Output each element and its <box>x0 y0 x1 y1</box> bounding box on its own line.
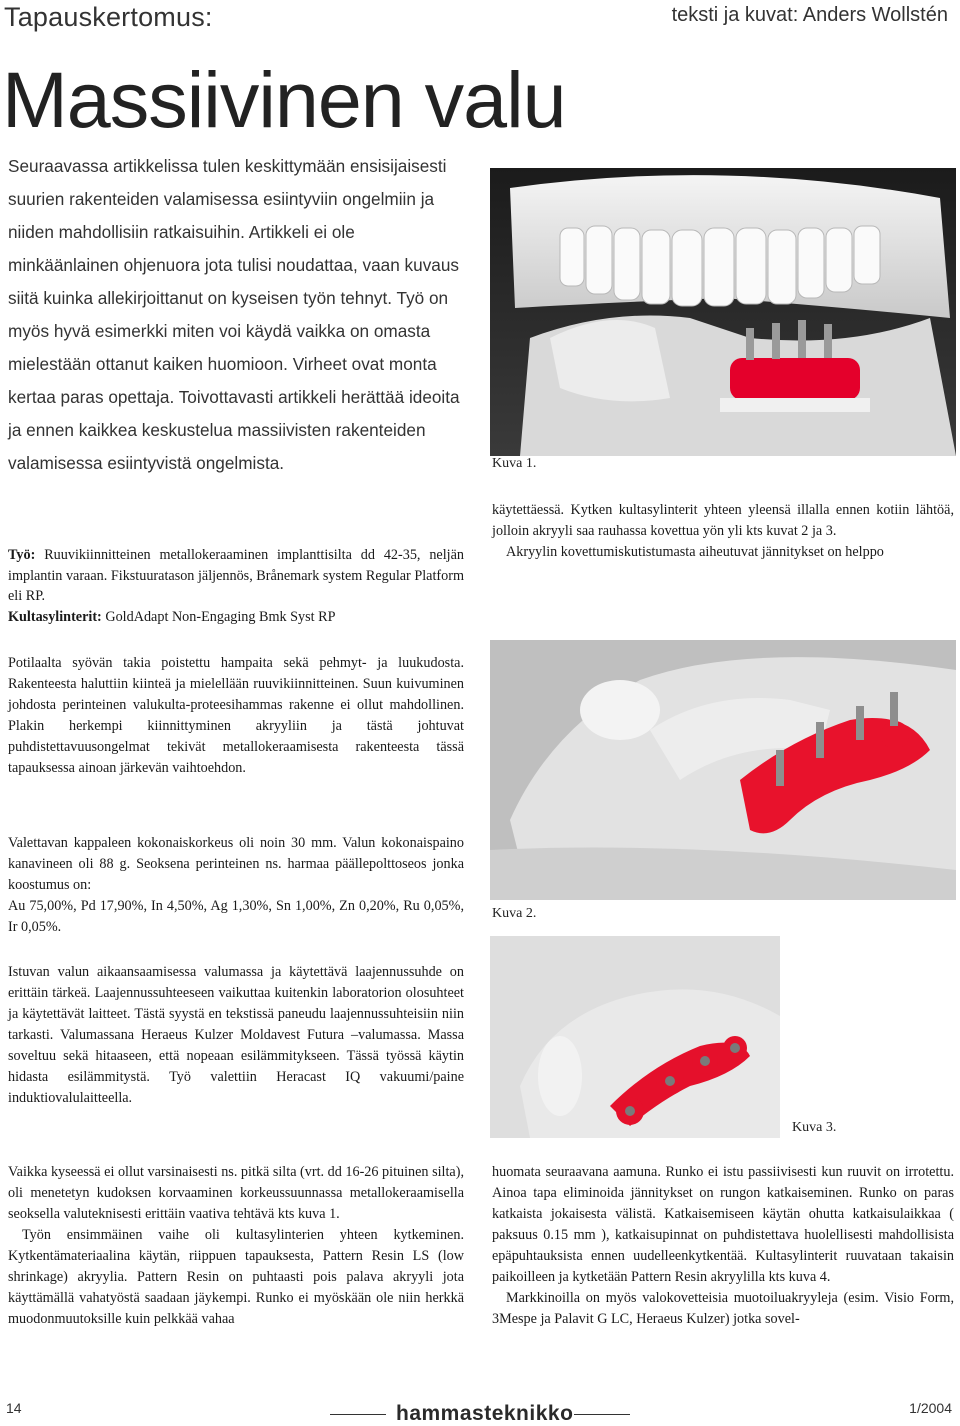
paragraph-2-text: Valettavan kappaleen kokonaiskorkeus oli noin 30 mm. Valun kokonaispaino kanavineen oli 88 g. Seoksena perinteinen ns. harmaa päällepolttoseos jonka koostumus on: <box>8 835 464 893</box>
paragraph-1 <box>8 653 464 779</box>
author-credit: teksti ja kuvat: Anders Wollstén <box>671 4 948 26</box>
photo-kuva-2 <box>490 640 956 900</box>
right-paragraph-4-text: Markkinoilla on myös valokovetteisia muotoiluakryyleja (esim. Visio Form, 3Mespe ja Palavit G LC, Heraeus Kulzer) jotka sovel- <box>492 1290 954 1327</box>
cylinders-text: GoldAdapt Non-Engaging Bmk Syst RP <box>105 608 336 625</box>
page-number: 14 <box>6 1400 22 1416</box>
caption-kuva-3: Kuva 3. <box>792 1120 837 1135</box>
dental-model-photo-3 <box>490 936 780 1138</box>
alloy-composition: Au 75,00%, Pd 17,90%, In 4,50%, Ag 1,30%, Sn 1,00%, Zn 0,20%, Ru 0,05%, Ir 0,05%. <box>8 898 464 935</box>
photo-kuva-3 <box>490 936 780 1138</box>
work-text: Ruuvikiinnitteinen metallokeraaminen implanttisilta dd 42-35, neljän implantin varaan. Fikstuuratason jäljennös, Brånemark system Regular Platform eli RP. <box>8 547 465 604</box>
issue-number: 1/2004 <box>909 1400 952 1416</box>
right-paragraph-2-text: Akryylin kovettumiskutistumasta aiheutuvat jännitykset on helppo <box>506 544 884 560</box>
cylinders-label: Kultasylinterit: <box>8 608 102 625</box>
paragraph-4-text: Vaikka kyseessä ei ollut varsinaisesti ns. pitkä silta (vrt. dd 16-26 pituinen silta), oli menetetyn kudoksen korvaaminen korkeussuunnassa metallokeraamisella seoksella valuteknisesti erittäin vaativa tehtävä kts kuva 1. <box>8 1164 464 1222</box>
paragraph-5-text: Työn ensimmäinen vaihe oli kultasylinterien yhteen kytkeminen. Kytkentämateriaalina käytän, riippuen tapauksesta, Pattern Resin LS (low shrinkage) akryylia. Pattern Resin on puhtaasti pois palava akryyli jota käyttämällä vahatyöstä saadaan jäykempi. Runko ei myöskään ole niin herkkä muodonmuutoksille kuin pelkkää vahaa <box>8 1227 464 1327</box>
paragraph-3 <box>8 962 464 1109</box>
right-paragraph-1 <box>492 500 954 563</box>
paragraph-2 <box>8 833 464 938</box>
paragraph-4 <box>8 1162 464 1330</box>
dental-model-photo-2 <box>490 640 956 900</box>
right-paragraph-3 <box>492 1162 954 1330</box>
caption-kuva-2: Kuva 2. <box>492 906 537 921</box>
right-paragraph-1-text: käytettäessä. Kytken kultasylinterit yhteen yleensä illalla ennen kotiin lähtöä, jolloin akryyli saa rauhassa kovettua yön yli kts kuvat 2 ja 3. <box>492 502 954 539</box>
caption-kuva-1: Kuva 1. <box>492 456 537 471</box>
dental-model-photo-1 <box>490 168 956 456</box>
paragraph-3-text: Istuvan valun aikaansaamisessa valumassa ja käytettävä laajennussuhde on erittäin tärkeä. Laajennussuhteeseen vaikuttaa kuitenkin laboratorion olosuhteet ja käytettävät laitteet. Tästä syystä en tekstissä paneudu laajennussuhteisiin niin tarkasti. Valumassana Heraeus Kulzer Moldavest Futura –valumassa. Massa soveltuu sekä hitaaseen, että nopeaan esilämmitykseen. Tässä työssä käytin hidasta esilämmitystä. Työ valettiin Heracast IQ vakuumi/paine induktiovalulaitteella. <box>8 964 464 1106</box>
photo-kuva-1 <box>490 168 956 456</box>
right-paragraph-3-text: huomata seuraavana aamuna. Runko ei istu passiivisesti kun ruuvit on irrotettu. Ainoa tapa eliminoida jännitykset on rungon katkaiseminen. Runko on paras katkaista jokaisesta välistä. Katkaisemiseen käytän ohutta katkaisulaikkaa ( paksuus 0.15 mm ), katkaisupinnat on puhdistettava huolellisesti mahdollisista epäpuhtauksista ennen uudelleenkytkentää. Kultasylinterit ruuvataan takaisin paikoilleen ja kytketään Pattern Resin akryylilla kts kuva 4. <box>492 1164 954 1285</box>
magazine-logo: hammasteknikko <box>396 1402 574 1425</box>
lead-paragraph: Seuraavassa artikkelissa tulen keskittymään ensisijaisesti suurien rakenteiden valamisessa esiintyviin ongelmiin ja niiden mahdollisiin ratkaisuihin. Artikkeli ei ole minkäänlainen ohjenuora jota tulisi noudattaa, vaan kuvaus siitä kuinka allekirjoittanut on kyseisen työn tehnyt. Työ on myös hyvä esimerkki miten voi käydä vaikka on omasta mielestään ottanut kaiken huomioon. Virheet ovat monta kertaa paras opettaja. Toivottavasti artikkeli herättää ideoita ja ennen kaikkea keskustelua massiivisten rakenteiden valamisessa esiintyvistä ongelmista. <box>8 156 460 473</box>
footer-rule-right <box>574 1414 630 1415</box>
section-kicker: Tapauskertomus: <box>4 2 213 32</box>
footer-rule-left <box>330 1414 386 1415</box>
work-label: Työ: <box>8 547 36 563</box>
paragraph-1-text: Potilaalta syövän takia poistettu hampaita sekä pehmyt- ja luukudosta. Rakenteesta haluttiin kiinteä ja mielellään ruuvikiinnitteinen. Suun kuivuminen johdosta perinteinen valukulta-proteesihammas rakenne ei ollut mahdollinen. Plakin herkempi kiinnittyminen akryyliin ja tästä johtuvat puhdistettavuusongelmat tekivät metallokeraamisesta rakenteesta tässä tapauksessa ainoan järkevän vaihtoehdon. <box>8 655 464 776</box>
work-info <box>8 545 464 627</box>
article-title: Massiivinen valu <box>2 55 566 144</box>
